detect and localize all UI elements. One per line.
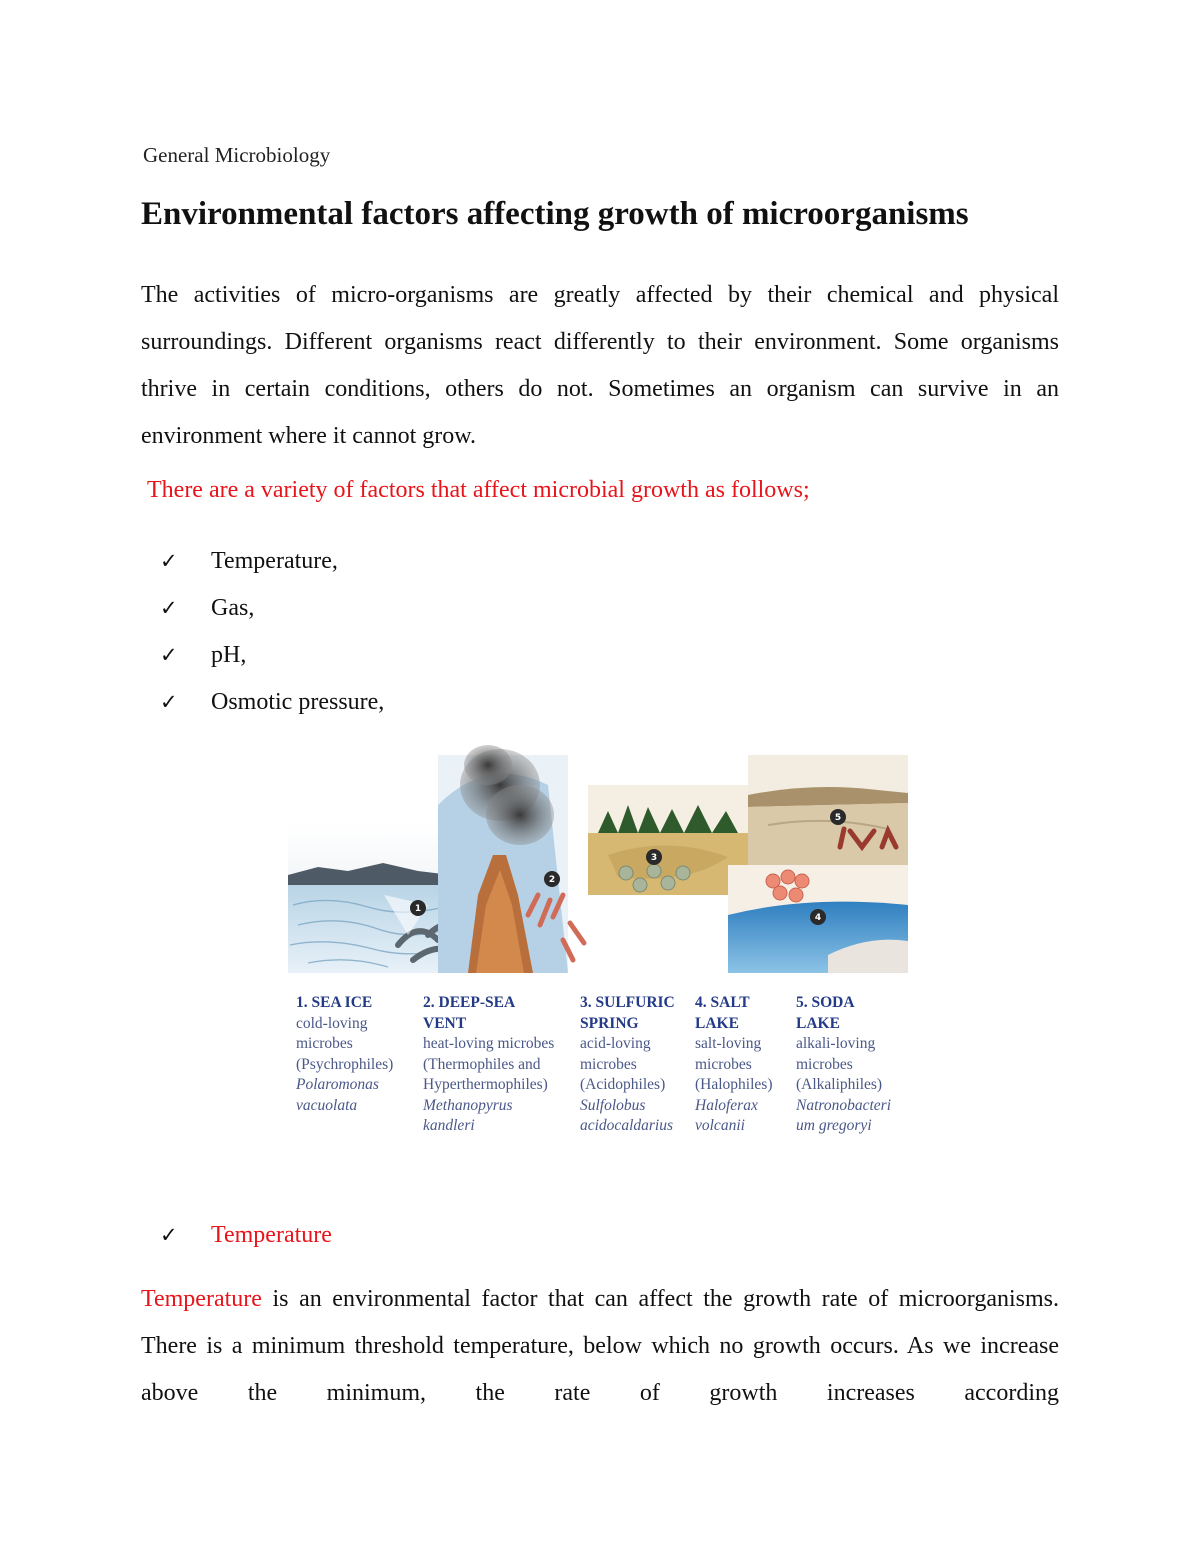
checkmark-icon: ✓ (160, 549, 178, 573)
intro-paragraph: The activities of micro-organisms are greatly affected by their chemical and physical surroundings. Different organisms react differently to their environment. Some organisms thrive in certain conditions, others do not. Sometimes an organism can survive in an environment where it cannot grow. (141, 282, 1059, 449)
checkmark-icon: ✓ (160, 596, 178, 620)
illustration-captions (296, 993, 916, 1143)
marker-1: 1 (414, 904, 422, 914)
factors-checklist (160, 538, 384, 726)
marker-4: 4 (814, 913, 822, 923)
marker-2: 2 (548, 875, 556, 885)
checkmark-icon: ✓ (160, 690, 178, 714)
caption-soda-lake: 5. SODA LAKE alkali-loving microbes (Alkaliphiles) Natronobacteri um gregoryi (796, 994, 892, 1134)
checkmark-icon: ✓ (160, 1223, 178, 1247)
extremophile-environments-illustration (288, 745, 908, 985)
document-title: Environmental factors affecting growth of microorganisms (141, 196, 969, 232)
factors-intro: There are a variety of factors that affect microbial growth as follows; (147, 477, 810, 503)
factor-item: ✓ Gas, (160, 585, 384, 632)
temperature-paragraph: Temperature is an environmental factor that can affect the growth rate of microorganisms. There is a minimum threshold temperature, below which no growth occurs. As we increase above the minimum, the rate of growth increases according (141, 1286, 1059, 1406)
factor-item: ✓ pH, (160, 632, 384, 679)
running-header: General Microbiology (143, 143, 331, 167)
marker-5: 5 (834, 813, 842, 823)
temperature-lead-word: Temperature (141, 1286, 262, 1312)
marker-3: 3 (650, 853, 658, 863)
temperature-section-heading: ✓ Temperature (160, 1212, 332, 1259)
checkmark-icon: ✓ (160, 643, 178, 667)
caption-deep-sea-vent: 2. DEEP-SEA VENT heat-loving microbes (Thermophiles and Hyperthermophiles) Methanopyrus kandleri (423, 994, 555, 1134)
factor-item: ✓ Osmotic pressure, (160, 679, 384, 726)
factor-item: ✓ Temperature, (160, 538, 384, 585)
caption-sulfuric-spring: 3. SULFURIC SPRING acid-loving microbes (Acidophiles) Sulfolobus acidocaldarius (580, 994, 675, 1134)
caption-salt-lake: 4. SALT LAKE salt-loving microbes (Halophiles) Haloferax volcanii (695, 994, 773, 1134)
caption-sea-ice: 1. SEA ICE cold-loving microbes (Psychrophiles) Polaromonas vacuolata (296, 994, 394, 1114)
